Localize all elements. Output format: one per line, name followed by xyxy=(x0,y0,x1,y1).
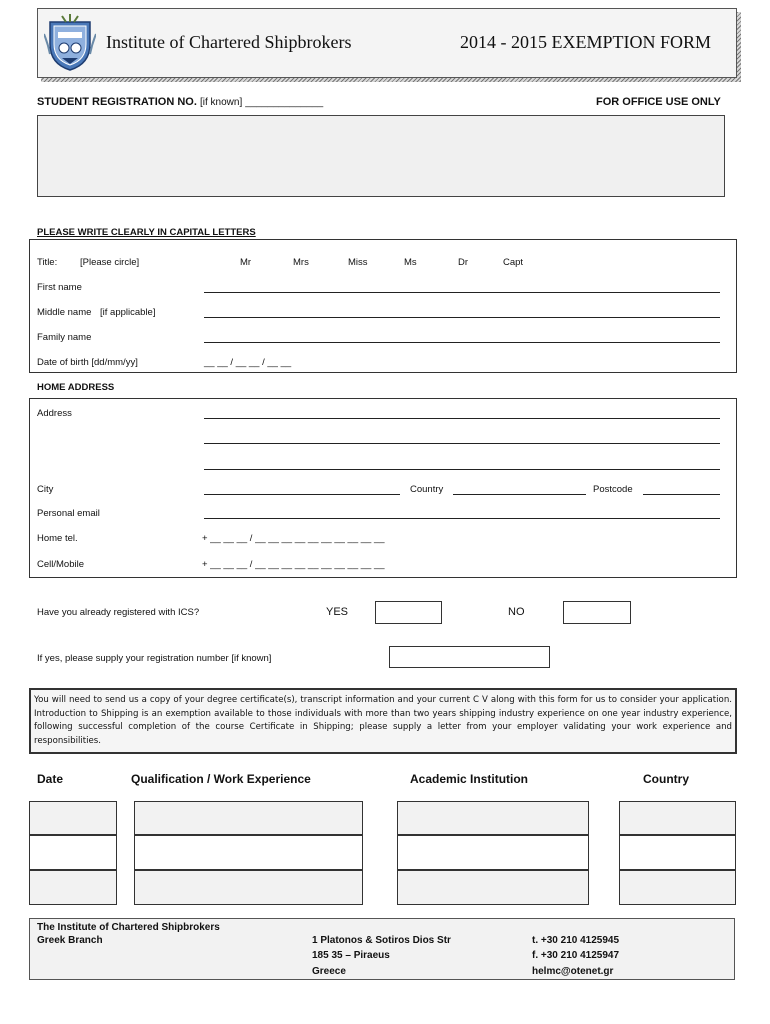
cell-qualification-1[interactable] xyxy=(134,801,363,835)
notice-box: You will need to send us a copy of your degree certificate(s), transcript information and your current C V along with this form for us to consider your application. Introduction to Shipping is an exemption available to those individuals with more than two years shipping industry experience on one year industry experience, following successful completion of the course Certificate in Shipping; please supply a letter from your employer validating your work experience and responsibilities. xyxy=(29,688,737,754)
cell-date-1[interactable] xyxy=(29,801,117,835)
reg-number-prompt: If yes, please supply your registration number [if known] xyxy=(37,653,272,664)
registration-label: STUDENT REGISTRATION NO. xyxy=(37,96,197,108)
cell-institution-3[interactable] xyxy=(397,870,589,905)
cell-institution-2[interactable] xyxy=(397,835,589,870)
crest-logo xyxy=(44,14,96,72)
cell-qualification-2[interactable] xyxy=(134,835,363,870)
middle-name-field[interactable] xyxy=(204,317,720,318)
instruction-text: PLEASE WRITE CLEARLY IN CAPITAL LETTERS xyxy=(37,227,256,238)
footer-phone: t. +30 210 4125945 xyxy=(532,935,620,946)
dob-label: Date of birth [dd/mm/yy] xyxy=(37,357,138,368)
registration-blank[interactable]: ______________ xyxy=(245,97,324,108)
title-miss[interactable]: Miss xyxy=(348,257,368,268)
footer-org: The Institute of Chartered Shipbrokers xyxy=(37,922,220,933)
address-line-2[interactable] xyxy=(204,443,720,444)
footer-address-3: Greece xyxy=(312,966,346,977)
middle-name-label xyxy=(37,307,155,318)
title-mr[interactable]: Mr xyxy=(240,257,252,268)
footer-fax: f. +30 210 4125947 xyxy=(532,950,620,961)
cell-country-2[interactable] xyxy=(619,835,736,870)
email-field[interactable] xyxy=(204,518,720,519)
mobile-label: Cell/Mobile xyxy=(37,559,84,570)
postcode-label: Postcode xyxy=(593,484,633,495)
dob-field[interactable]: __ __ / __ __ / __ __ xyxy=(204,357,292,368)
address-label: Address xyxy=(37,408,72,419)
title-capt[interactable]: Capt xyxy=(503,257,524,268)
address-line-1[interactable] xyxy=(204,418,720,419)
title-mrs[interactable]: Mrs xyxy=(293,257,309,268)
first-name-field[interactable] xyxy=(204,292,720,293)
registration-label-row xyxy=(37,96,323,108)
registration-hint: [if known] xyxy=(199,97,243,108)
cell-country-1[interactable] xyxy=(619,801,736,835)
form-title: 2014 - 2015 EXEMPTION FORM xyxy=(460,32,712,52)
title-hint: [Please circle] xyxy=(80,257,140,268)
country-field[interactable] xyxy=(453,494,586,495)
office-use-label: FOR OFFICE USE ONLY xyxy=(596,96,721,108)
no-label: NO xyxy=(508,606,525,618)
email-label: Personal email xyxy=(37,508,100,519)
home-tel-field[interactable]: + __ __ __ / __ __ __ __ __ __ __ __ __ __ xyxy=(202,533,385,544)
col-institution: Academic Institution xyxy=(410,772,529,786)
city-label: City xyxy=(37,484,54,495)
institute-title: Institute of Chartered Shipbrokers xyxy=(106,32,352,52)
cell-date-3[interactable] xyxy=(29,870,117,905)
home-tel-label: Home tel. xyxy=(37,533,78,544)
title-label: Title: xyxy=(37,257,58,268)
footer-email[interactable]: helmc@otenet.gr xyxy=(532,966,614,977)
country-label: Country xyxy=(410,484,444,495)
middle-name-hint: [if applicable] xyxy=(100,307,156,318)
title-ms[interactable]: Ms xyxy=(404,257,417,268)
no-checkbox[interactable] xyxy=(563,601,631,624)
office-use-box xyxy=(37,115,725,197)
reg-number-field[interactable] xyxy=(389,646,550,668)
home-address-heading: HOME ADDRESS xyxy=(37,382,115,393)
title-dr[interactable]: Dr xyxy=(458,257,469,268)
yes-checkbox[interactable] xyxy=(375,601,442,624)
footer-address-2: 185 35 – Piraeus xyxy=(312,950,390,961)
col-date: Date xyxy=(37,772,64,786)
yes-label: YES xyxy=(326,606,349,618)
ics-question: Have you already registered with ICS? xyxy=(37,607,200,618)
middle-name-text: Middle name xyxy=(37,307,92,318)
postcode-field[interactable] xyxy=(643,494,720,495)
mobile-field[interactable]: + __ __ __ / __ __ __ __ __ __ __ __ __ __ xyxy=(202,559,385,570)
first-name-label: First name xyxy=(37,282,82,293)
cell-date-2[interactable] xyxy=(29,835,117,870)
cell-country-3[interactable] xyxy=(619,870,736,905)
col-country: Country xyxy=(643,772,689,786)
cell-qualification-3[interactable] xyxy=(134,870,363,905)
cell-institution-1[interactable] xyxy=(397,801,589,835)
city-field[interactable] xyxy=(204,494,400,495)
footer-branch: Greek Branch xyxy=(37,935,103,946)
family-name-field[interactable] xyxy=(204,342,720,343)
col-qualification: Qualification / Work Experience xyxy=(131,772,311,786)
family-name-label: Family name xyxy=(37,332,92,343)
footer-address-1: 1 Platonos & Sotiros Dios Str xyxy=(312,935,451,946)
address-line-3[interactable] xyxy=(204,469,720,470)
